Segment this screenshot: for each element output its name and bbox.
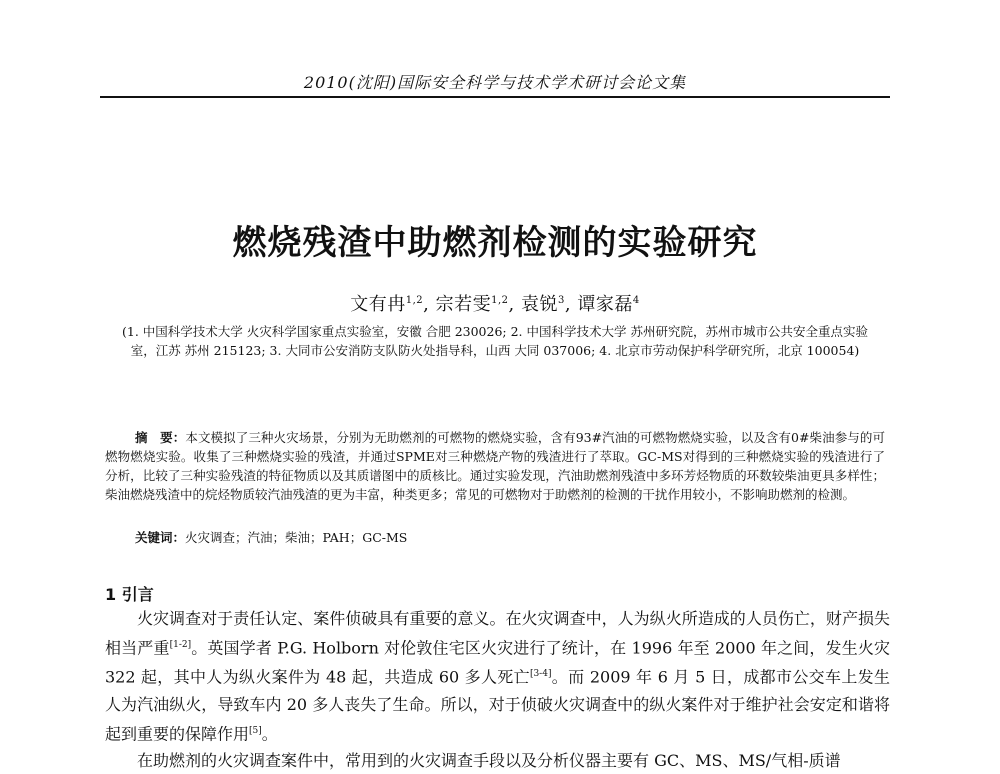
author-name: 宗若雯 xyxy=(435,294,492,315)
keywords xyxy=(135,528,885,547)
paragraph: 在助燃剂的火灾调查案件中，常用到的火灾调查手段以及分析仪器主要有 GC、MS、MS/气相-质谱 xyxy=(137,750,841,770)
author-name: 袁锐 xyxy=(521,294,558,315)
keywords-text: 火灾调查；汽油；柴油；PAH；GC-MS xyxy=(185,530,408,545)
author-affiliation-mark: 3 xyxy=(558,295,565,306)
paragraph xyxy=(105,605,890,747)
abstract xyxy=(105,428,885,504)
keywords-label: 关键词： xyxy=(135,530,186,545)
paper-title: 燃烧残渣中助燃剂检测的实验研究 xyxy=(232,223,758,263)
author-affiliation-mark: 4 xyxy=(632,295,640,306)
header-rule xyxy=(100,96,890,98)
author-separator: , xyxy=(423,294,430,315)
body-text xyxy=(105,605,890,774)
running-header: 2010(沈阳)国际安全科学与技术学术研讨会论文集 xyxy=(303,73,687,92)
author-separator: , xyxy=(508,294,521,315)
abstract-text: 本文模拟了三种火灾场景，分别为无助燃剂的可燃物的燃烧实验，含有93#汽油的可燃物燃烧实验，以及含有0#柴油参与的可燃物燃烧实验。收集了三种燃烧实验的残渣，并通过SPME对三种燃烧产物的残渣进行了萃取。GC-MS对得到的三种燃烧实验的残渣进行了分析，比较了三种实验残渣的特征物质以及其质谱图中的质核比。通过实验发现，汽油助燃剂残渣中多环芳烃物质的环数较柴油更具多样性；柴油燃烧残渣中的烷烃物质较汽油残渣的更为丰富，种类更多；常见的可燃物对于助燃剂的检测的干扰作用较小，不影响助燃剂的检测。 xyxy=(105,430,885,502)
citation: [1-2] xyxy=(169,640,192,650)
author-separator: , xyxy=(564,294,572,315)
author-affiliation-mark: 1,2 xyxy=(491,295,509,306)
author-name: 谭家磊 xyxy=(577,294,633,315)
author-affiliation-mark: 1,2 xyxy=(405,295,424,306)
affiliations: (1. 中国科学技术大学 火灾科学国家重点实验室，安徽 合肥 230026; 2. 中国科学技术大学 苏州研究院，苏州市城市公共安全重点实验室，江苏 苏州 215123; 3. 大同市公安消防支队防火处指导科，山西 大同 037006; 4. 北京市劳动保护科学研究所，北京 100054) xyxy=(122,324,868,358)
citation: [3-4] xyxy=(529,669,552,680)
author-name: 文有冉 xyxy=(350,294,406,315)
author-list xyxy=(100,290,890,316)
paragraph-text: 。 xyxy=(261,723,278,743)
section-heading: 1 引言 xyxy=(105,585,154,604)
paragraph-text: 火灾调查对于责任认定、案件侦破具有重要的意义。在火灾调查中，人为纵火所造成的人员伤亡，财产损失相当严重 xyxy=(105,609,890,658)
abstract-label: 摘 要： xyxy=(135,430,186,445)
paragraph-text: 。而 2009 年 6 月 5 日，成都市公交车上发生人为汽油纵火，导致车内 20 多人丧失了生命。所以，对于侦破火灾调查中的纵火案件对于维护社会安定和谐将起到重要的保障作用 xyxy=(105,667,890,743)
paragraph-text: 。英国学者 P.G. Holborn 对伦敦住宅区火灾进行了统计，在 1996 年至 2000 年之间，发生火灾 322 起，其中人为纵火案件为 48 起，共造成 60 多人死亡 xyxy=(105,638,890,687)
citation: [5] xyxy=(249,725,262,736)
